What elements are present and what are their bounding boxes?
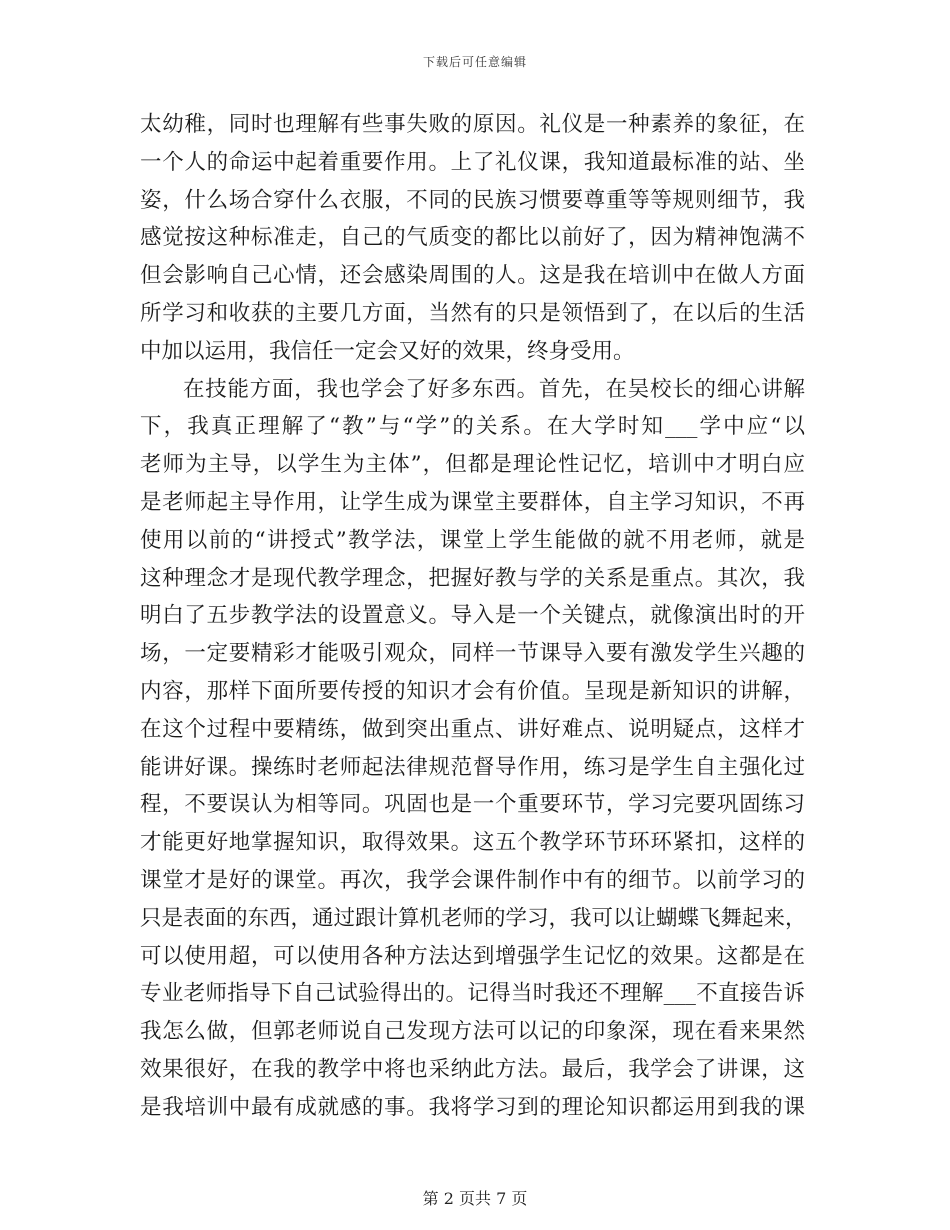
text-line: 所学习和收获的主要几方面，当然有的只是领悟到了，在以后的生活 xyxy=(140,300,805,326)
text-line: 下，我真正理解了“教”与“学”的关系。在大学时知___学中应“以 xyxy=(140,414,805,440)
text-line: 但会影响自己心情，还会感染周围的人。这是我在培训中在做人方面 xyxy=(140,263,805,289)
text-line: 中加以运用，我信任一定会又好的效果，终身受用。 xyxy=(140,338,635,364)
text-line: 是我培训中最有成就感的事。我将学习到的理论知识都运用到我的课 xyxy=(140,1094,805,1120)
text-line: 一个人的命运中起着重要作用。上了礼仪课，我知道最标准的站、坐 xyxy=(140,149,805,175)
text-line: 在这个过程中要精练，做到突出重点、讲好难点、说明疑点，这样才 xyxy=(140,716,805,742)
document-body xyxy=(140,106,805,1127)
text-line: 内容，那样下面所要传授的知识才会有价值。呈现是新知识的讲解， xyxy=(140,678,805,704)
text-line: 是老师起主导作用，让学生成为课堂主要群体，自主学习知识，不再 xyxy=(140,489,805,515)
text-line: 姿，什么场合穿什么衣服，不同的民族习惯要尊重等等规则细节，我 xyxy=(140,187,805,213)
text-line: 使用以前的“讲授式”教学法，课堂上学生能做的就不用老师，就是 xyxy=(140,527,805,553)
text-line: 太幼稚，同时也理解有些事失败的原因。礼仪是一种素养的象征，在 xyxy=(140,112,805,137)
text-line: 这种理念才是现代教学理念，把握好教与学的关系是重点。其次，我 xyxy=(140,565,805,591)
page-number: 第 2 页共 7 页 xyxy=(422,1189,528,1208)
text-line: 感觉按这种标准走，自己的气质变的都比以前好了，因为精神饱满不 xyxy=(140,225,805,251)
text-line: 效果很好，在我的教学中将也采纳此方法。最后，我学会了讲课，这 xyxy=(140,1056,805,1082)
text-line: 老师为主导，以学生为主体”，但都是理论性记忆，培训中才明白应 xyxy=(140,452,805,478)
text-line: 在技能方面，我也学会了好多东西。首先，在吴校长的细心讲解 xyxy=(183,376,805,402)
text-line: 课堂才是好的课堂。再次，我学会课件制作中有的细节。以前学习的 xyxy=(140,867,805,893)
text-line: 场，一定要精彩才能吸引观众，同样一节课导入要有激发学生兴趣的 xyxy=(140,641,805,667)
text-line: 程，不要误认为相等同。巩固也是一个重要环节，学习完要巩固练习 xyxy=(140,792,805,818)
page-header: 下载后可任意编辑 xyxy=(422,55,527,69)
text-line: 才能更好地掌握知识，取得效果。这五个教学环节环环紧扣，这样的 xyxy=(140,830,805,856)
text-line: 能讲好课。操练时老师起法律规范督导作用，练习是学生自主强化过 xyxy=(140,754,805,780)
text-line: 明白了五步教学法的设置意义。导入是一个关键点，就像演出时的开 xyxy=(140,603,805,629)
text-line: 专业老师指导下自己试验得出的。记得当时我还不理解___不直接告诉 xyxy=(140,981,805,1007)
text-line: 只是表面的东西，通过跟计算机老师的学习，我可以让蝴蝶飞舞起来， xyxy=(140,905,807,931)
text-line: 可以使用超，可以使用各种方法达到增强学生记忆的效果。这都是在 xyxy=(140,943,805,969)
text-line: 我怎么做，但郭老师说自己发现方法可以记的印象深，现在看来果然 xyxy=(140,1019,805,1045)
